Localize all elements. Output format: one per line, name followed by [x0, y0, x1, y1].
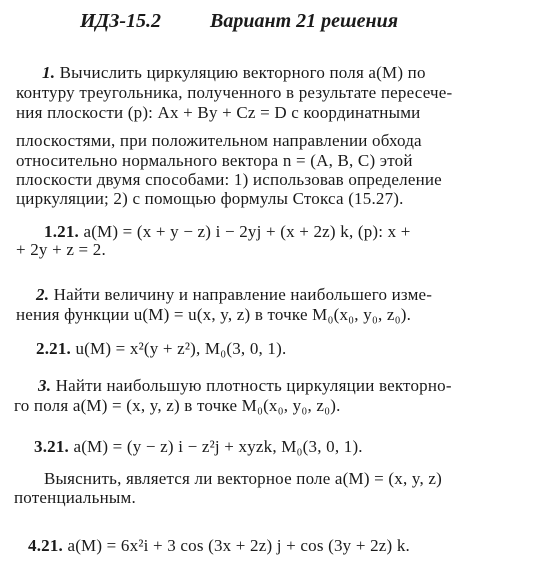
problem-4-21-formula: a(M) = 6x²i + 3 cos (3x + 2z) j + cos (3y + 2z) k.: [67, 536, 410, 555]
problem-1-21-line-2: + 2y + z = 2.: [16, 240, 106, 259]
task-1-text-1: Вычислить циркуляцию векторного поля a(M) по: [59, 63, 426, 82]
problem-1-21-formula: a(M) = (x + y − z) i − 2yj + (x + 2z) k, (p): x +: [83, 222, 411, 241]
problem-3-21-number: 3.21.: [34, 437, 69, 456]
task-1-line-1: [42, 63, 426, 83]
task-3-line-1: [38, 376, 452, 396]
task-2-line-1: [36, 285, 432, 305]
task-4-line-1: Выяснить, является ли векторное поле a(M) = (x, y, z): [44, 469, 442, 488]
task-1-number: 1.: [42, 63, 56, 82]
task-2-text-1: Найти величину и направление наибольшего изме-: [53, 285, 433, 304]
problem-3-21: [34, 437, 363, 457]
assignment-code: ИДЗ-15.2: [80, 10, 162, 32]
task-2-number: 2.: [36, 285, 50, 304]
problem-2-21: [36, 339, 286, 359]
problem-1-21-line-1: [44, 222, 411, 242]
page-header: [0, 8, 534, 36]
task-1-line-3: ния плоскости (p): Ax + By + Cz = D с координатными: [16, 103, 421, 122]
task-3-number: 3.: [38, 376, 52, 395]
task-1-line-6: плоскости двумя способами: 1) использовав определение: [16, 170, 442, 189]
problem-2-21-number: 2.21.: [36, 339, 71, 358]
problem-1-21-number: 1.21.: [44, 222, 79, 241]
task-4-line-2: потенциальным.: [14, 488, 136, 507]
problem-2-21-formula: u(M) = x²(y + z²), M₀(3, 0, 1).: [75, 339, 287, 358]
task-3-line-2: го поля a(M) = (x, y, z) в точке M₀(x₀, y₀, z₀).: [14, 396, 341, 415]
problem-4-21-number: 4.21.: [28, 536, 63, 555]
task-1-line-7: циркуляции; 2) с помощью формулы Стокса (15.27).: [16, 189, 404, 208]
task-1-line-4: плоскостями, при положительном направлении обхода: [16, 131, 422, 150]
task-3-text-1: Найти наибольшую плотность циркуляции векторно-: [55, 376, 452, 395]
task-1-line-5: относительно нормального вектора n = (A, B, C) этой: [16, 151, 413, 170]
problem-3-21-formula: a(M) = (y − z) i − z²j + xyzk, M₀(3, 0, 1).: [73, 437, 363, 456]
variant-title: Вариант 21 решения: [210, 10, 399, 32]
task-1-line-2: контуру треугольника, полученного в результате пересече-: [16, 83, 453, 102]
problem-4-21: [28, 536, 410, 556]
task-2-line-2: нения функции u(M) = u(x, y, z) в точке M₀(x₀, y₀, z₀).: [16, 305, 412, 324]
